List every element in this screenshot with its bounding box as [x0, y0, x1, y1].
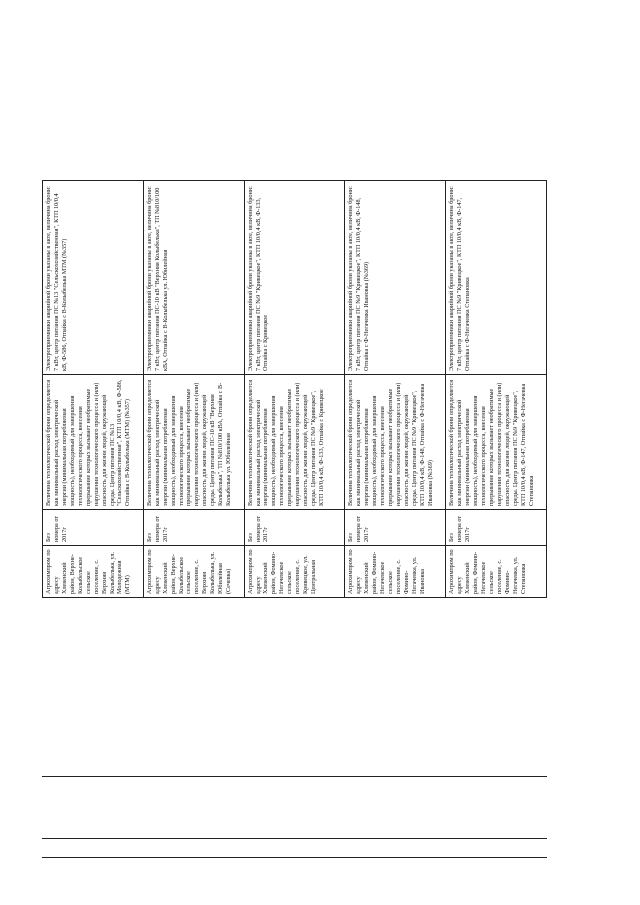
horizontal-rule	[42, 776, 547, 777]
power-receivers-cell: Электроприемники аварийной брони указаны в акте, величина брони: 7 кВт, центр питания ПС №13 "Сельскохозяйственная", КТП 10/0,4 кВ, Ф-586, Отпайка с В-Колыбелька МТМ (№357)	[45, 186, 68, 371]
address-cell: Агрохимпром по адресу Хлевенский район, Фомино-Негачевское сельское поселение, с. Фомино-Негачевка, ул. Степановка	[446, 545, 546, 597]
table-row	[446, 181, 546, 597]
horizontal-rule	[42, 838, 547, 839]
power-receivers-cell: Электроприемники аварийной брони указаны в акте, величина брони: 7 кВт, центр питания ПС-10 кВ "Верхняя Колыбелька", ТП №810/100 кВА, Отпайка с В-Колыбелька ул. Юбилейная	[145, 186, 169, 371]
address-cell: Агрохимпром по адресу Хлевенский район, Верхне-Колыбельское сельское поселение, с. Верхняя Колыбелька, ул. Молодежная (МТМ)	[43, 545, 143, 597]
rotated-table-frame	[42, 180, 547, 598]
table-row	[144, 181, 245, 597]
horizontal-rule	[42, 857, 547, 858]
emergency-reserve-table	[42, 180, 547, 598]
act-number-cell: Без номера от 2017г	[144, 509, 244, 545]
table-row	[43, 181, 144, 597]
address-cell: Агрохимпром по адресу Хлевенский район, Фомино-Негачевское сельское поселение, с. Кривецкое, ул. Центральная	[245, 545, 345, 597]
table-row	[345, 181, 446, 597]
description-cell: Величина технологической брони определяется как минимальный расход электрической энергии (минимальная потребляемая мощность), необходимый для завершения технологического процесса, внесения прерывание которых вызывает необратимые нарушения технологического процесса и (или) опасность для жизни людей, окружающей среды. Центр питания ПС №13 "Сельскохозяйственная", КТП 10/0,4 кВ, Ф-586, Отпайка с В-Колыбелька (МТМ) (№357)	[43, 374, 143, 509]
description-cell: Величина технологической брони определяется как минимальный расход электрической энергии (минимальная потребляемая мощность), необходимый для завершения технологического процесса, внесения прерывание которых вызывает необратимые нарушения технологического процесса и (или) опасность для жизни людей, окружающей среды. Центр питания ПС-10 кВ "Верхняя Колыбелька", ТП №810/100 кВА, Отпайка с В-Колыбелька ул. Юбилейная	[144, 374, 244, 509]
act-number-cell: Без номера от 2017г	[345, 509, 445, 545]
act-number-cell: Без номера от 2017г	[446, 509, 546, 545]
address-cell: Агрохимпром по адресу Хлевенский район, Верхне-Колыбельское сельское поселение, с. Верхняя Колыбелька, ул. Юбилейная (Сечевка)	[144, 545, 244, 597]
act-number-cell: Без номера от 2017г	[245, 509, 345, 545]
table-row	[245, 181, 346, 597]
description-cell: Величина технологической брони определяется как минимальный расход электрической энергии (минимальная потребляемая мощность), необходимый для завершения технологического процесса, внесения прерывание которых вызывает необратимые нарушения технологического процесса и (или) опасность для жизни людей, окружающей среды. Центр питания ПС №9 "Кривецкое", КТП 10/0,4 кВ, Ф-148, Отпайка с Ф-Негачевка Ивановка (№369)	[345, 374, 445, 509]
power-receivers-cell: Электроприемники аварийной брони указаны в акте, величина брони: 7 кВт, центр питания ПС №9 "Кривецкое", КТП 10/0,4 кВ, Ф-133, Отпайка с Кривецкое	[246, 186, 270, 371]
act-number-cell: Без номера от 2017г	[43, 509, 143, 545]
power-receivers-cell: Электроприемники аварийной брони указаны в акте, величина брони: 7 кВт, центр питания ПС №9 "Кривецкое", КТП 10/0,4 кВ, Ф-147, Отпайка с Ф-Негачевка Степановка	[448, 186, 472, 371]
description-cell: Величина технологической брони определяется как минимальный расход электрической энергии (минимальная потребляемая мощность), необходимый для завершения технологического процесса, внесения прерывание которых вызывает необратимые нарушения технологического процесса и (или) опасность для жизни людей, окружающей среды. Центр питания ПС №9 "Кривецкое", КТП 10/0,4 кВ, Ф-147, Отпайка с Ф-Негачевка Степановка	[446, 374, 546, 509]
description-cell: Величина технологической брони определяется как минимальный расход электрической энергии (минимальная потребляемая мощность), необходимый для завершения технологического процесса, внесения прерывание которых вызывает необратимые нарушения технологического процесса и (или) опасность для жизни людей, окружающей среды. Центр питания ПС №9 "Кривецкое", КТП 10/0,4 кВ, Ф-133, Отпайка с Кривецкое	[245, 374, 345, 509]
power-receivers-cell: Электроприемники аварийной брони указаны в акте, величина брони: 7 кВт, центр питания ПС №9 "Кривецкое", КТП 10/0,4 кВ, Ф-148, Отпайка с Ф-Негачевка Ивановка (№369)	[347, 186, 371, 371]
address-cell: Агрохимпром по адресу Хлевенский район, Фомино-Негачевское сельское поселение, с. Фомино-Негачевка, ул. Ивановка	[345, 545, 445, 597]
